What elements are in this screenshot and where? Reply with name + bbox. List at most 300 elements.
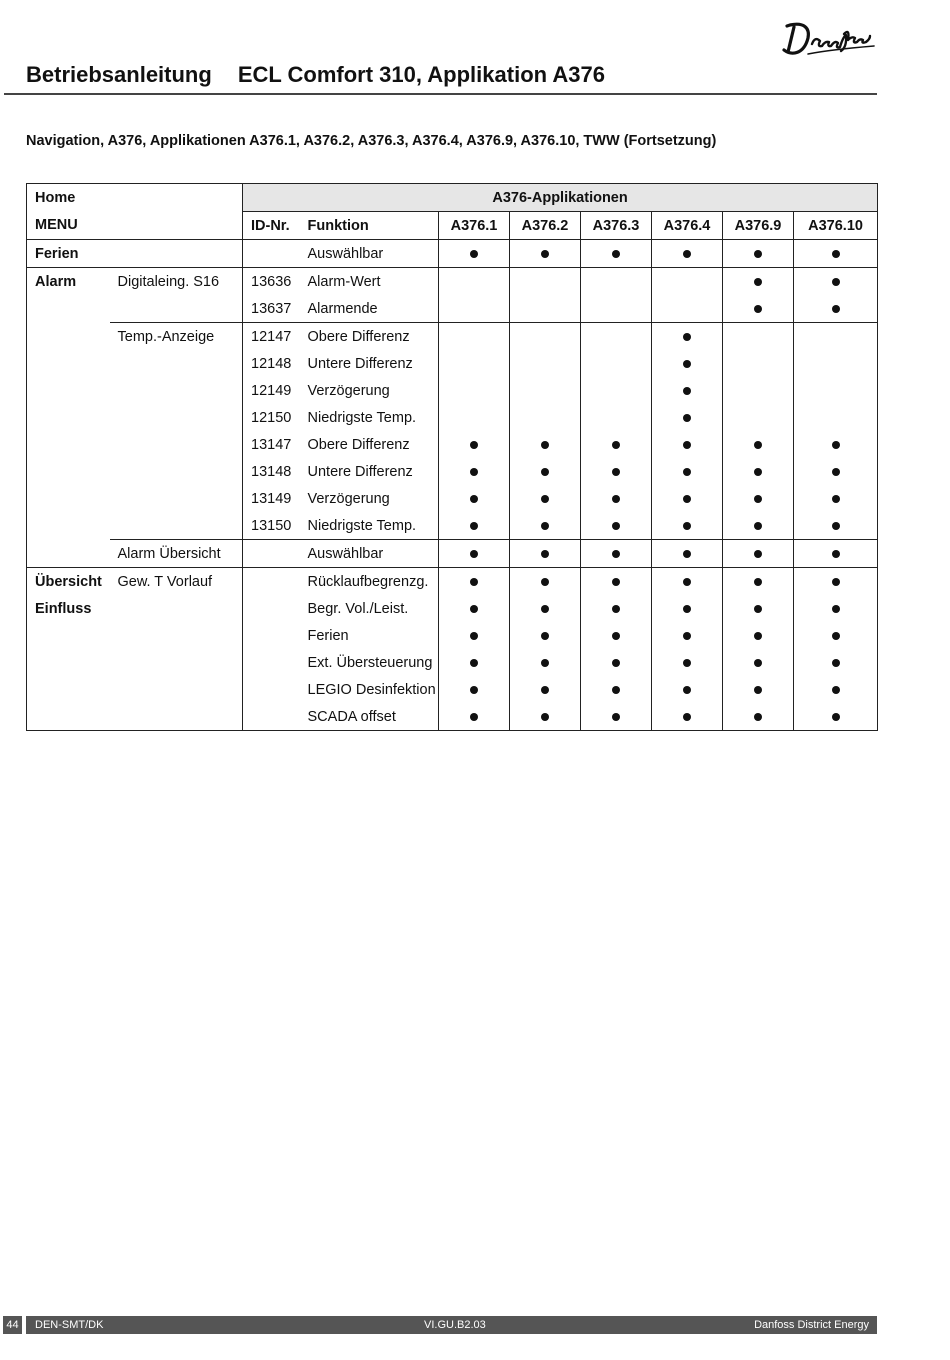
bullet-icon	[832, 550, 840, 558]
row-mark-cell	[794, 568, 878, 596]
row-mark-cell	[510, 512, 581, 540]
row-mark-cell	[652, 404, 723, 431]
row-id	[243, 540, 300, 568]
row-mark-cell	[652, 458, 723, 485]
bullet-icon	[541, 495, 549, 503]
bullet-icon	[612, 441, 620, 449]
section-heading: Navigation, A376, Applikationen A376.1, A376.2, A376.3, A376.4, A376.9, A376.10, TWW (Fortsetzung)	[26, 133, 717, 149]
row-mark-cell	[510, 649, 581, 676]
bullet-icon	[541, 659, 549, 667]
bullet-icon	[612, 550, 620, 558]
row-id: 12150	[251, 409, 292, 426]
table-row	[27, 404, 878, 431]
bullet-icon	[832, 468, 840, 476]
bullet-icon	[754, 578, 762, 586]
row-mark-cell	[723, 377, 794, 404]
row-mark-cell	[510, 295, 581, 323]
row-subgroup	[110, 404, 243, 431]
bullet-icon	[541, 441, 549, 449]
row-mark-cell	[723, 568, 794, 596]
bullet-icon	[832, 578, 840, 586]
header-app: A376.9	[723, 212, 794, 240]
row-mark-cell	[723, 485, 794, 512]
bullet-icon	[683, 659, 691, 667]
row-group	[27, 540, 110, 568]
footer-center: VI.GU.B2.03	[424, 1319, 486, 1331]
row-subgroup	[110, 676, 243, 703]
row-mark-cell	[439, 676, 510, 703]
row-mark-cell	[510, 595, 581, 622]
row-mark-cell	[581, 350, 652, 377]
page-number: 44	[3, 1316, 22, 1334]
title-rule	[4, 93, 877, 95]
bullet-icon	[754, 305, 762, 313]
bullet-icon	[754, 278, 762, 286]
bullet-icon	[470, 605, 478, 613]
row-mark-cell	[439, 268, 510, 296]
row-mark-cell	[723, 676, 794, 703]
row-function: LEGIO Desinfektion	[300, 676, 439, 703]
row-mark-cell	[581, 595, 652, 622]
bullet-icon	[683, 713, 691, 721]
bullet-icon	[541, 522, 549, 530]
row-function: Auswählbar	[300, 540, 439, 568]
row-subgroup: Alarm Übersicht	[110, 540, 243, 568]
row-group	[27, 622, 110, 649]
bullet-icon	[612, 605, 620, 613]
row-mark-cell	[581, 377, 652, 404]
table-row	[27, 295, 878, 323]
row-mark-cell	[652, 295, 723, 323]
row-group: Ferien	[27, 240, 110, 268]
row-mark-cell	[723, 323, 794, 351]
row-mark-cell	[794, 377, 878, 404]
row-mark-cell	[723, 458, 794, 485]
row-mark-cell	[439, 377, 510, 404]
row-mark-cell	[794, 512, 878, 540]
row-mark-cell	[510, 540, 581, 568]
row-id: 12147	[251, 328, 292, 345]
header-app: A376.4	[652, 212, 723, 240]
row-function: Niedrigste Temp.	[300, 404, 439, 431]
row-mark-cell	[794, 295, 878, 323]
bullet-icon	[754, 495, 762, 503]
bullet-icon	[470, 522, 478, 530]
row-mark-cell	[794, 268, 878, 296]
row-mark-cell	[439, 622, 510, 649]
bullet-icon	[683, 333, 691, 341]
row-mark-cell	[439, 350, 510, 377]
row-id: 12148	[251, 355, 292, 372]
row-id: 13636	[251, 273, 292, 290]
row-id	[243, 703, 300, 731]
bullet-icon	[612, 578, 620, 586]
row-function: Untere Differenz	[300, 458, 439, 485]
row-group	[27, 295, 110, 323]
bullet-icon	[683, 605, 691, 613]
header-app-group: A376-Applikationen	[243, 184, 878, 212]
row-mark-cell	[723, 268, 794, 296]
row-function: Ext. Übersteuerung	[300, 649, 439, 676]
row-mark-cell	[723, 595, 794, 622]
row-group	[27, 350, 110, 377]
table-header-row-1	[27, 184, 878, 212]
table-row	[27, 350, 878, 377]
row-mark-cell	[510, 676, 581, 703]
row-subgroup: Digitaleing. S16	[110, 268, 243, 296]
table-row	[27, 703, 878, 731]
bullet-icon	[832, 632, 840, 640]
row-mark-cell	[510, 404, 581, 431]
row-mark-cell	[794, 458, 878, 485]
row-mark-cell	[794, 404, 878, 431]
table-row	[27, 431, 878, 458]
bullet-icon	[683, 414, 691, 422]
manual-title: Betriebsanleitung	[26, 62, 212, 87]
bullet-icon	[470, 550, 478, 558]
row-mark-cell	[439, 512, 510, 540]
row-function: Alarmende	[300, 295, 439, 323]
header-id: ID-Nr.	[243, 212, 300, 240]
row-mark-cell	[439, 703, 510, 731]
row-function: Obere Differenz	[300, 323, 439, 351]
row-function: SCADA offset	[300, 703, 439, 731]
row-subgroup	[110, 431, 243, 458]
table-row	[27, 268, 878, 296]
row-id: 13148	[251, 463, 292, 480]
header-function: Funktion	[300, 212, 439, 240]
bullet-icon	[541, 468, 549, 476]
row-subgroup	[110, 350, 243, 377]
row-id	[243, 568, 300, 596]
row-subgroup: Gew. T Vorlauf	[110, 568, 243, 596]
product-title: ECL Comfort 310, Applikation A376	[237, 62, 605, 87]
bullet-icon	[754, 605, 762, 613]
row-mark-cell	[794, 622, 878, 649]
row-mark-cell	[439, 295, 510, 323]
bullet-icon	[754, 550, 762, 558]
row-mark-cell	[652, 431, 723, 458]
row-mark-cell	[581, 540, 652, 568]
row-subgroup	[110, 622, 243, 649]
bullet-icon	[470, 495, 478, 503]
row-id	[243, 595, 300, 622]
navigation-table	[26, 183, 878, 731]
table-row	[27, 568, 878, 596]
bullet-icon	[683, 686, 691, 694]
row-mark-cell	[723, 350, 794, 377]
bullet-icon	[541, 250, 549, 258]
bullet-icon	[470, 441, 478, 449]
row-mark-cell	[652, 595, 723, 622]
row-group	[27, 703, 110, 731]
bullet-icon	[683, 441, 691, 449]
danfoss-logo-icon	[778, 16, 878, 58]
row-subgroup	[110, 295, 243, 323]
row-mark-cell	[510, 622, 581, 649]
table-row	[27, 377, 878, 404]
row-mark-cell	[652, 377, 723, 404]
bullet-icon	[754, 713, 762, 721]
row-mark-cell	[439, 595, 510, 622]
row-mark-cell	[652, 703, 723, 731]
row-mark-cell	[652, 485, 723, 512]
footer-right: Danfoss District Energy	[754, 1319, 869, 1331]
row-mark-cell	[652, 622, 723, 649]
row-group	[27, 512, 110, 540]
row-mark-cell	[794, 649, 878, 676]
bullet-icon	[754, 522, 762, 530]
row-mark-cell	[510, 323, 581, 351]
table-row	[27, 323, 878, 351]
row-mark-cell	[510, 350, 581, 377]
row-mark-cell	[794, 540, 878, 568]
row-function: Alarm-Wert	[300, 268, 439, 296]
row-function: Verzögerung	[300, 377, 439, 404]
bullet-icon	[683, 360, 691, 368]
header-app: A376.2	[510, 212, 581, 240]
bullet-icon	[832, 441, 840, 449]
bullet-icon	[832, 522, 840, 530]
row-mark-cell	[510, 568, 581, 596]
row-group	[27, 485, 110, 512]
bullet-icon	[754, 632, 762, 640]
row-mark-cell	[723, 295, 794, 323]
row-function: Untere Differenz	[300, 350, 439, 377]
row-mark-cell	[581, 458, 652, 485]
row-id	[243, 240, 300, 268]
bullet-icon	[832, 659, 840, 667]
row-id: 12149	[251, 382, 292, 399]
bullet-icon	[832, 305, 840, 313]
row-mark-cell	[581, 240, 652, 268]
row-mark-cell	[794, 595, 878, 622]
row-mark-cell	[581, 676, 652, 703]
row-mark-cell	[439, 240, 510, 268]
row-mark-cell	[794, 240, 878, 268]
row-mark-cell	[652, 540, 723, 568]
bullet-icon	[541, 605, 549, 613]
row-mark-cell	[723, 240, 794, 268]
row-function: Rücklaufbegrenzg.	[300, 568, 439, 596]
row-function: Auswählbar	[300, 240, 439, 268]
row-subgroup	[110, 595, 243, 622]
table-header-row-2	[27, 212, 878, 240]
row-mark-cell	[510, 703, 581, 731]
row-group	[27, 323, 110, 351]
row-mark-cell	[581, 568, 652, 596]
bullet-icon	[683, 250, 691, 258]
row-group	[27, 458, 110, 485]
row-mark-cell	[510, 458, 581, 485]
row-mark-cell	[652, 268, 723, 296]
footer-left: DEN-SMT/DK	[35, 1319, 104, 1331]
row-mark-cell	[510, 377, 581, 404]
bullet-icon	[683, 550, 691, 558]
row-mark-cell	[581, 431, 652, 458]
row-mark-cell	[581, 268, 652, 296]
bullet-icon	[612, 522, 620, 530]
row-mark-cell	[723, 512, 794, 540]
row-subgroup	[110, 458, 243, 485]
row-mark-cell	[723, 703, 794, 731]
row-function: Begr. Vol./Leist.	[300, 595, 439, 622]
row-mark-cell	[652, 240, 723, 268]
row-mark-cell	[439, 431, 510, 458]
bullet-icon	[683, 632, 691, 640]
bullet-icon	[683, 387, 691, 395]
header-app: A376.1	[439, 212, 510, 240]
row-subgroup	[110, 649, 243, 676]
row-mark-cell	[723, 431, 794, 458]
row-mark-cell	[652, 649, 723, 676]
row-mark-cell	[581, 323, 652, 351]
row-mark-cell	[794, 703, 878, 731]
bullet-icon	[754, 250, 762, 258]
row-subgroup	[110, 377, 243, 404]
bullet-icon	[541, 713, 549, 721]
table-row	[27, 240, 878, 268]
bullet-icon	[754, 468, 762, 476]
row-mark-cell	[794, 431, 878, 458]
table-row	[27, 595, 878, 622]
row-group: Alarm	[27, 268, 110, 296]
row-function: Verzögerung	[300, 485, 439, 512]
bullet-icon	[612, 468, 620, 476]
bullet-icon	[683, 522, 691, 530]
row-id: 13150	[243, 512, 300, 540]
bullet-icon	[612, 495, 620, 503]
bullet-icon	[612, 632, 620, 640]
row-mark-cell	[581, 622, 652, 649]
row-mark-cell	[510, 485, 581, 512]
row-mark-cell	[794, 350, 878, 377]
header-app: A376.3	[581, 212, 652, 240]
bullet-icon	[541, 550, 549, 558]
bullet-icon	[754, 441, 762, 449]
row-id	[243, 649, 300, 676]
bullet-icon	[754, 659, 762, 667]
row-mark-cell	[581, 295, 652, 323]
row-mark-cell	[652, 323, 723, 351]
row-mark-cell	[510, 268, 581, 296]
bullet-icon	[470, 713, 478, 721]
row-mark-cell	[581, 649, 652, 676]
row-id	[243, 676, 300, 703]
row-id	[243, 622, 300, 649]
bullet-icon	[612, 713, 620, 721]
bullet-icon	[612, 686, 620, 694]
table-row	[27, 512, 878, 540]
footer-bar	[26, 1316, 877, 1334]
row-group: Einfluss	[27, 595, 110, 622]
row-mark-cell	[581, 485, 652, 512]
row-mark-cell	[652, 512, 723, 540]
row-function: Niedrigste Temp.	[300, 512, 439, 540]
bullet-icon	[470, 468, 478, 476]
table-row	[27, 458, 878, 485]
row-id: 13147	[251, 436, 292, 453]
row-group: Übersicht	[27, 568, 110, 596]
bullet-icon	[541, 632, 549, 640]
row-function: Obere Differenz	[300, 431, 439, 458]
row-subgroup	[110, 485, 243, 512]
row-mark-cell	[652, 350, 723, 377]
row-mark-cell	[794, 676, 878, 703]
row-mark-cell	[439, 485, 510, 512]
bullet-icon	[832, 605, 840, 613]
row-mark-cell	[439, 568, 510, 596]
row-group	[27, 676, 110, 703]
row-mark-cell	[723, 622, 794, 649]
row-id: 13637	[243, 295, 300, 323]
row-subgroup: Temp.-Anzeige	[110, 323, 243, 351]
bullet-icon	[832, 278, 840, 286]
row-mark-cell	[439, 323, 510, 351]
bullet-icon	[470, 686, 478, 694]
danfoss-logo	[778, 16, 878, 58]
table-row	[27, 676, 878, 703]
bullet-icon	[683, 468, 691, 476]
bullet-icon	[832, 713, 840, 721]
table-row	[27, 622, 878, 649]
row-mark-cell	[439, 649, 510, 676]
row-group	[27, 377, 110, 404]
bullet-icon	[470, 250, 478, 258]
row-mark-cell	[439, 540, 510, 568]
bullet-icon	[612, 250, 620, 258]
row-mark-cell	[439, 404, 510, 431]
bullet-icon	[683, 578, 691, 586]
row-mark-cell	[794, 323, 878, 351]
bullet-icon	[832, 686, 840, 694]
bullet-icon	[470, 632, 478, 640]
row-mark-cell	[510, 240, 581, 268]
row-mark-cell	[510, 431, 581, 458]
table-body	[27, 240, 878, 731]
row-group	[27, 649, 110, 676]
row-mark-cell	[723, 540, 794, 568]
header-menu: MENU	[27, 212, 110, 240]
document-title	[26, 62, 605, 88]
row-function: Ferien	[300, 622, 439, 649]
row-mark-cell	[581, 404, 652, 431]
row-mark-cell	[794, 485, 878, 512]
row-subgroup	[110, 512, 243, 540]
row-mark-cell	[723, 404, 794, 431]
bullet-icon	[754, 686, 762, 694]
bullet-icon	[832, 250, 840, 258]
row-id: 13149	[251, 490, 292, 507]
bullet-icon	[470, 578, 478, 586]
table-row	[27, 485, 878, 512]
bullet-icon	[541, 686, 549, 694]
row-mark-cell	[581, 703, 652, 731]
row-mark-cell	[652, 676, 723, 703]
row-subgroup	[110, 703, 243, 731]
row-mark-cell	[439, 458, 510, 485]
bullet-icon	[470, 659, 478, 667]
row-group	[27, 404, 110, 431]
bullet-icon	[612, 659, 620, 667]
bullet-icon	[683, 495, 691, 503]
header-home: Home	[27, 184, 110, 212]
row-group	[27, 431, 110, 458]
table-row	[27, 649, 878, 676]
row-mark-cell	[723, 649, 794, 676]
header-app: A376.10	[794, 212, 878, 240]
bullet-icon	[541, 578, 549, 586]
